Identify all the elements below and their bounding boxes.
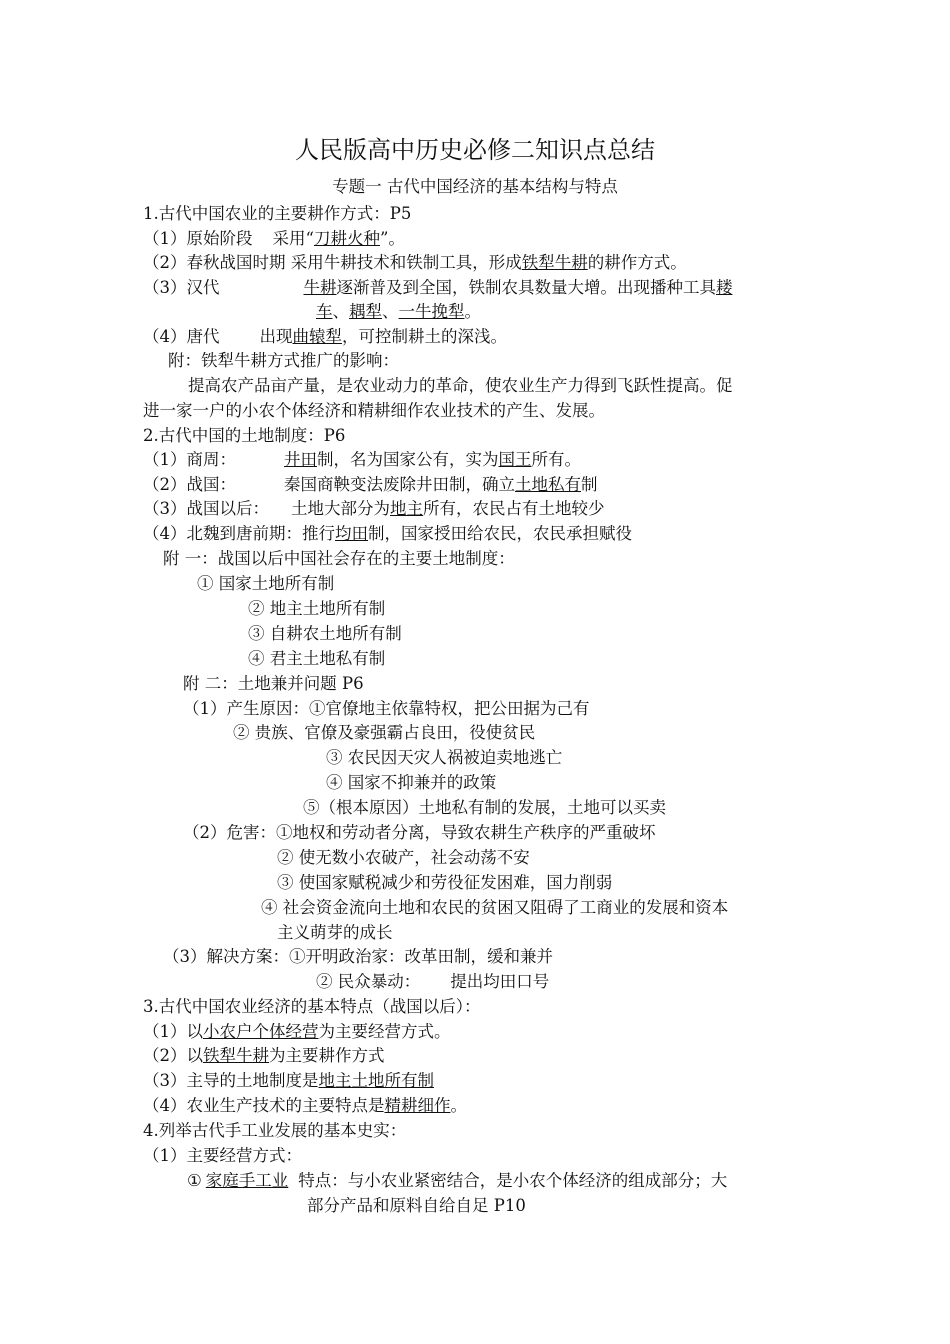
s2-causes-line: （1）产生原因：①官僚地主依靠特权，把公田据为己有: [183, 699, 590, 718]
s2-appendix-1-item: ① 国家土地所有制: [197, 574, 335, 593]
s2-cause-item: ④ 国家不抑兼并的政策: [326, 773, 497, 792]
s2-item-2: （2）战国： 秦国商鞅变法废除井田制，确立土地私有制: [143, 475, 598, 494]
s2-item-3: （3）战国以后： 土地大部分为地主所有，农民占有土地较少: [143, 499, 605, 518]
s1-note-line-2: 进一家一户的小农个体经济和精耕细作农业技术的产生、发展。: [143, 401, 605, 420]
s1-item-3: （3）汉代 牛耕逐渐普及到全国，铁制农具数量大增。出现播种工具耧: [143, 278, 733, 297]
s4-mode-1-cont: 部分产品和原料自给自足 P10: [307, 1196, 526, 1215]
s2-cause-item: ③ 农民因天灾人祸被迫卖地逃亡: [326, 748, 563, 767]
s1-item-3-cont: 车、耦犁、一牛挽犁。: [316, 302, 481, 321]
s1-note-heading: 附：铁犁牛耕方式推广的影响：: [168, 351, 399, 370]
page-subtitle: 专题一 古代中国经济的基本结构与特点: [332, 177, 618, 196]
s1-note-line-1: 提高农产品亩产量，是农业动力的革命，使农业生产力得到飞跃性提高。促: [188, 376, 733, 395]
page-title: 人民版高中历史必修二知识点总结: [295, 136, 655, 164]
s2-cause-item: ② 贵族、官僚及豪强霸占良田，役使贫民: [233, 723, 536, 742]
s3-item-2: （2）以铁犁牛耕为主要耕作方式: [143, 1046, 385, 1065]
s2-cause-item: ⑤（根本原因）土地私有制的发展，土地可以买卖: [303, 798, 666, 817]
s2-solutions-line: （3）解决方案：①开明政治家：改革田制，缓和兼并: [163, 947, 553, 966]
s1-item-4: （4）唐代 出现曲辕犁，可控制耕土的深浅。: [143, 327, 507, 346]
s2-harm-item-cont: 主义萌芽的成长: [277, 923, 393, 942]
s2-solution-item: ② 民众暴动： 提出均田口号: [316, 972, 550, 991]
s1-item-1: （1）原始阶段 采用“刀耕火种”。: [143, 229, 405, 248]
s3-item-3: （3）主导的土地制度是地主土地所有制: [143, 1071, 434, 1090]
s4-mode-1: ① 家庭手工业 特点：与小农业紧密结合，是小农个体经济的组成部分；大: [187, 1171, 728, 1190]
s2-item-1: （1）商周： 井田制，名为国家公有，实为国王所有。: [143, 450, 581, 469]
s2-harms-line: （2）危害：①地权和劳动者分离，导致农耕生产秩序的严重破坏: [183, 823, 656, 842]
s2-item-4: （4）北魏到唐前期：推行均田制，国家授田给农民，农民承担赋役: [143, 524, 632, 543]
section-2-heading: 2.古代中国的土地制度：P6: [143, 426, 346, 445]
s1-item-2: （2）春秋战国时期 采用牛耕技术和铁制工具，形成铁犁牛耕的耕作方式。: [143, 253, 687, 272]
s2-harm-item: ② 使无数小农破产，社会动荡不安: [277, 848, 530, 867]
s3-item-4: （4）农业生产技术的主要特点是精耕细作。: [143, 1096, 467, 1115]
s4-item-1: （1）主要经营方式：: [143, 1146, 302, 1165]
section-1-heading: 1.古代中国农业的主要耕作方式：P5: [143, 204, 412, 223]
s2-harm-item: ③ 使国家赋税减少和劳役征发困难，国力削弱: [277, 873, 613, 892]
s2-appendix-1-heading: 附 一：战国以后中国社会存在的主要土地制度：: [163, 549, 515, 568]
s3-item-1: （1）以小农户个体经营为主要经营方式。: [143, 1022, 451, 1041]
s2-appendix-2-heading: 附 二：土地兼并问题 P6: [183, 674, 364, 693]
section-4-heading: 4.列举古代手工业发展的基本史实：: [143, 1121, 407, 1140]
s2-harm-item: ④ 社会资金流向土地和农民的贫困又阻碍了工商业的发展和资本: [261, 898, 729, 917]
s2-appendix-1-item: ② 地主土地所有制: [248, 599, 386, 618]
s2-appendix-1-item: ③ 自耕农土地所有制: [248, 624, 402, 643]
section-3-heading: 3.古代中国农业经济的基本特点（战国以后）：: [143, 997, 481, 1016]
s2-appendix-1-item: ④ 君主土地私有制: [248, 649, 386, 668]
